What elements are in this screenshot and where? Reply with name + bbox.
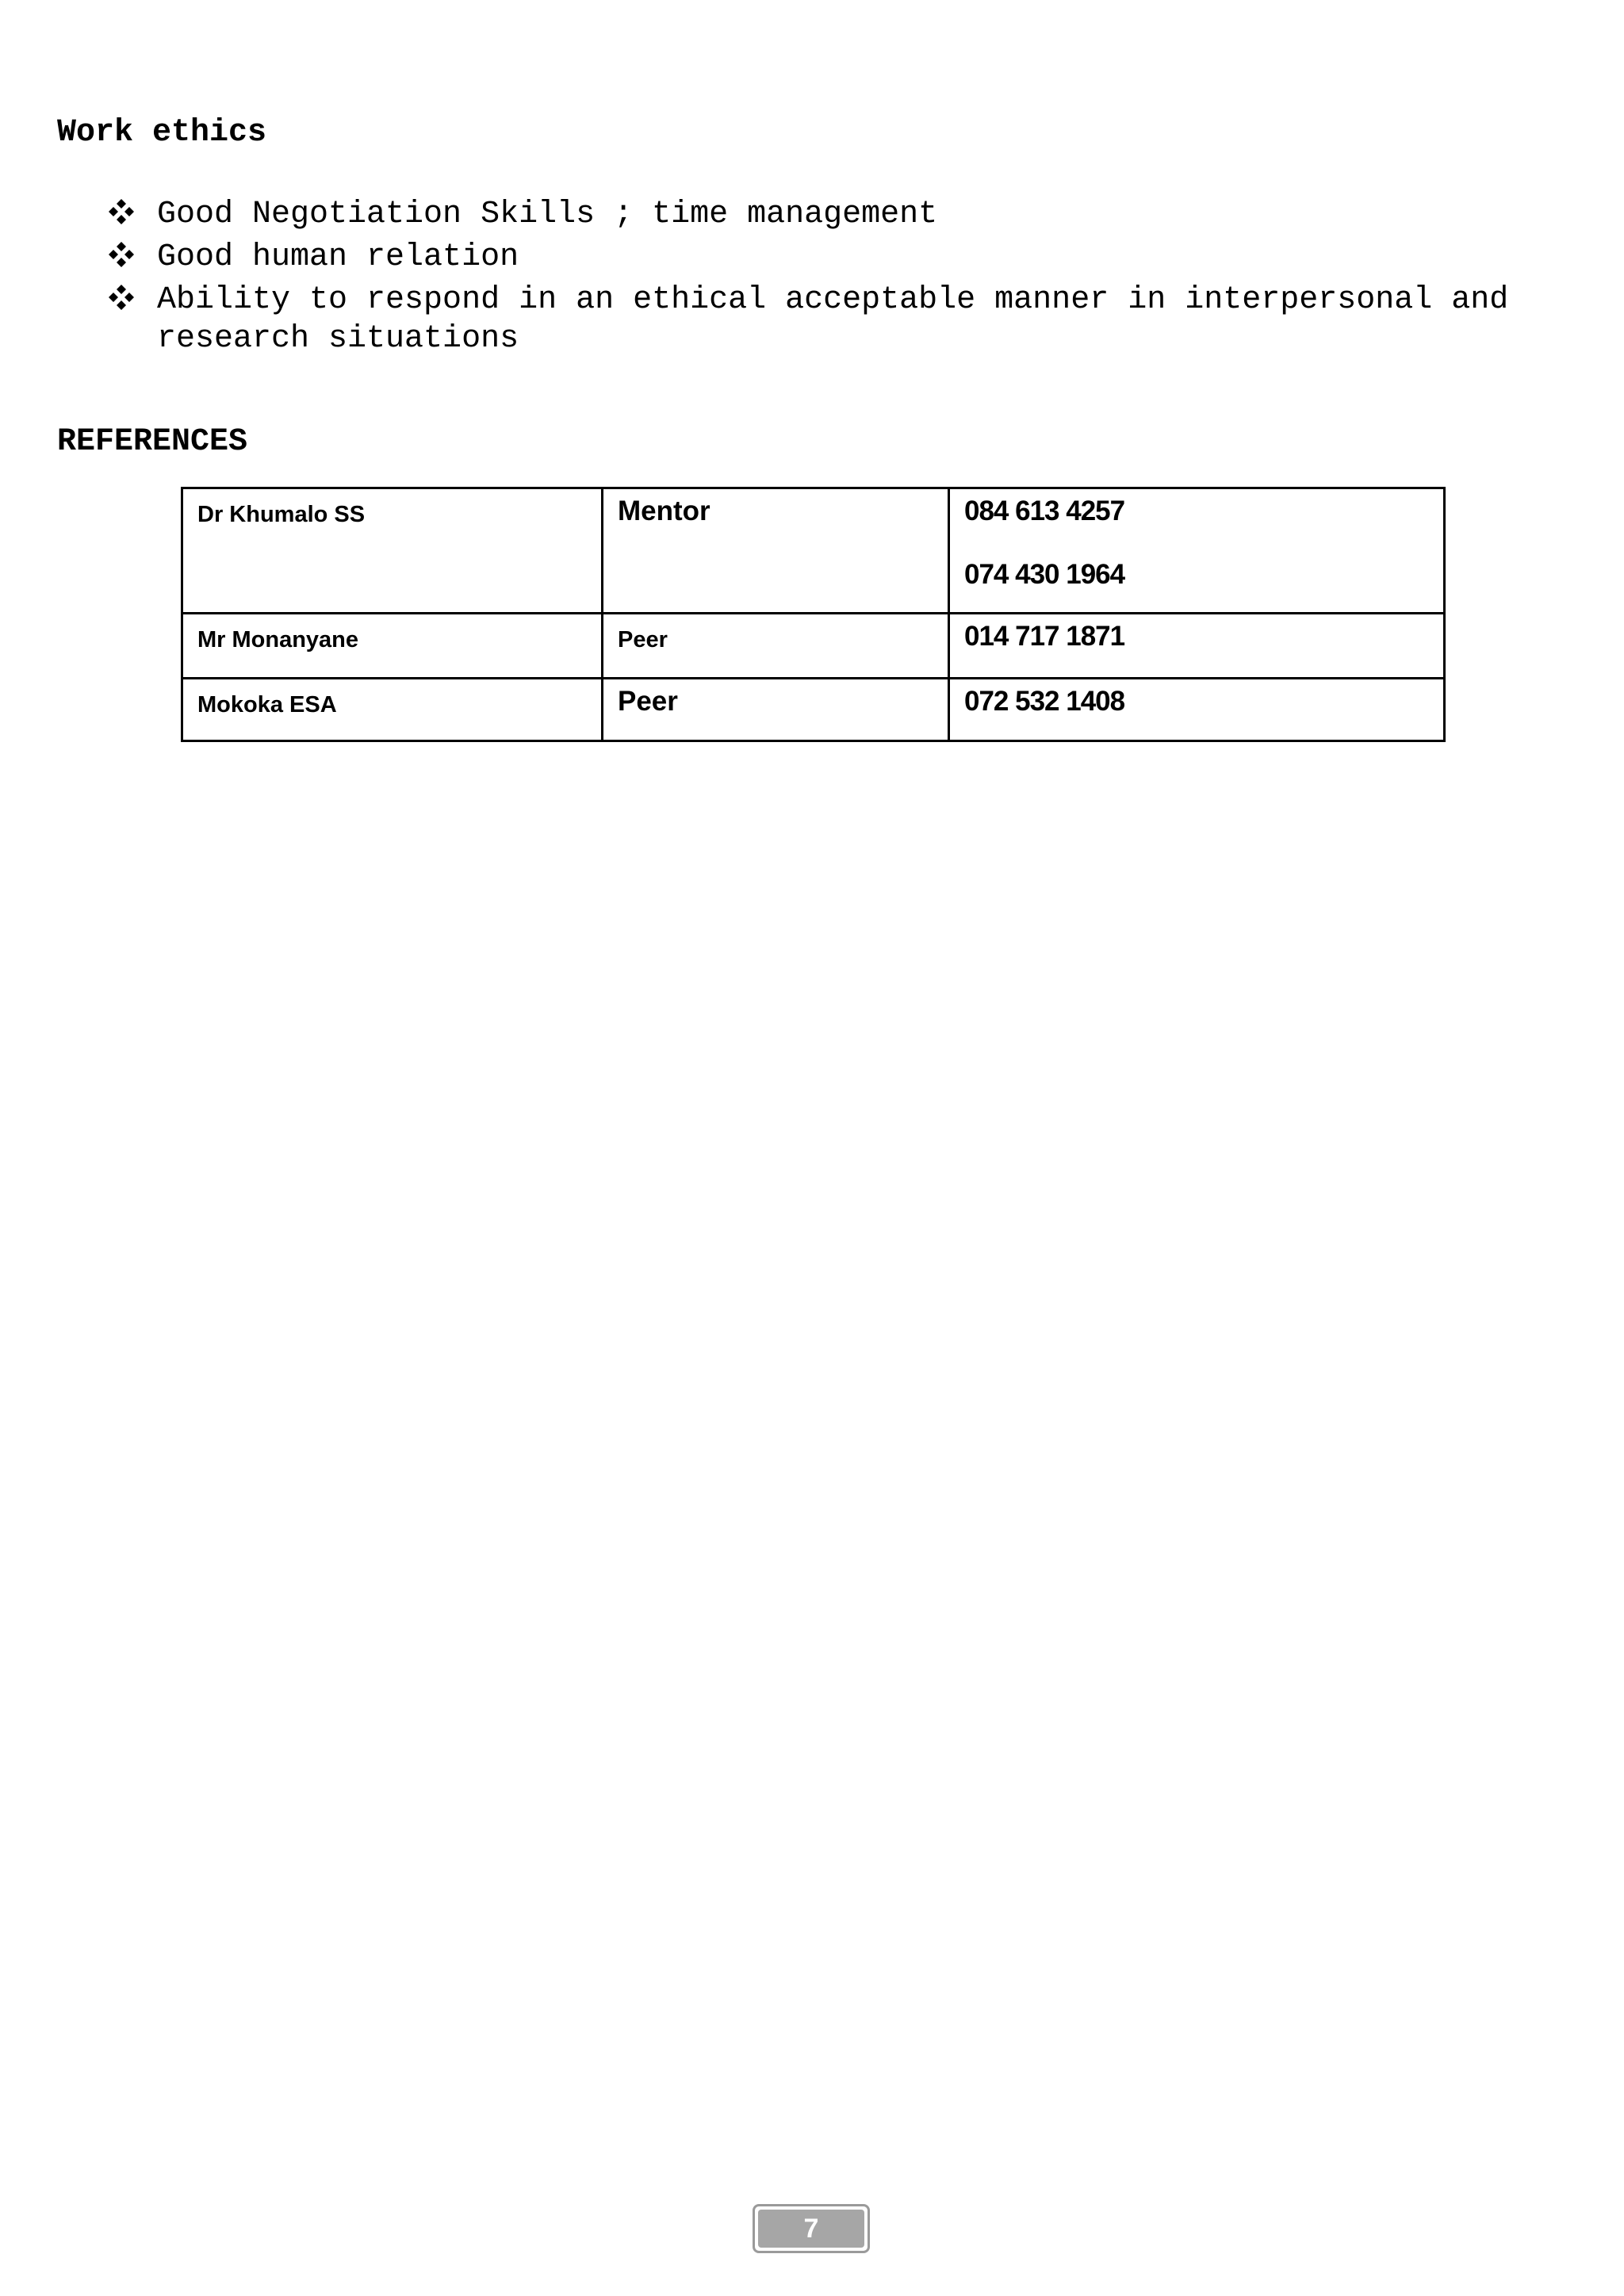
list-item xyxy=(108,238,1567,277)
reference-name: Mr Monanyane xyxy=(197,627,359,652)
reference-role-cell xyxy=(603,679,949,741)
list-item-text: Good human relation xyxy=(157,239,519,275)
page-number-badge xyxy=(753,2204,870,2253)
reference-name-cell xyxy=(182,488,603,614)
reference-phone: 014 717 1871 xyxy=(964,621,1125,652)
reference-phone-cell xyxy=(949,679,1445,741)
list-item-text: Good Negotiation Skills ; time management xyxy=(157,197,938,232)
reference-phone: 074 430 1964 xyxy=(964,559,1125,590)
reference-name: Dr Khumalo SS xyxy=(197,502,366,527)
list-item-text: Ability to respond in an ethical acceptable manner in interpersonal and research situations xyxy=(157,282,1509,357)
reference-role-cell xyxy=(603,488,949,614)
list-item xyxy=(108,281,1567,358)
reference-phone: 072 532 1408 xyxy=(964,686,1125,717)
diamond-bullet-icon xyxy=(108,284,135,311)
reference-name-cell xyxy=(182,679,603,741)
table-row xyxy=(182,614,1445,679)
references-heading: REFERENCES xyxy=(57,424,248,460)
list-item xyxy=(108,195,1567,234)
table-row xyxy=(182,488,1445,614)
reference-name: Mokoka ESA xyxy=(197,692,337,718)
references-table xyxy=(181,487,1446,742)
reference-role: Peer xyxy=(618,686,678,717)
reference-phone: 084 613 4257 xyxy=(964,496,1125,526)
page-number: 7 xyxy=(758,2210,864,2248)
reference-phone-cell xyxy=(949,614,1445,679)
reference-role: Mentor xyxy=(618,496,710,526)
reference-name-cell xyxy=(182,614,603,679)
work-ethics-heading: Work ethics xyxy=(57,115,267,151)
work-ethics-list xyxy=(108,195,1567,362)
diamond-bullet-icon xyxy=(108,241,135,268)
reference-role: Peer xyxy=(618,627,668,652)
diamond-bullet-icon xyxy=(108,198,135,225)
reference-role-cell xyxy=(603,614,949,679)
table-row xyxy=(182,679,1445,741)
reference-phone-cell xyxy=(949,488,1445,614)
